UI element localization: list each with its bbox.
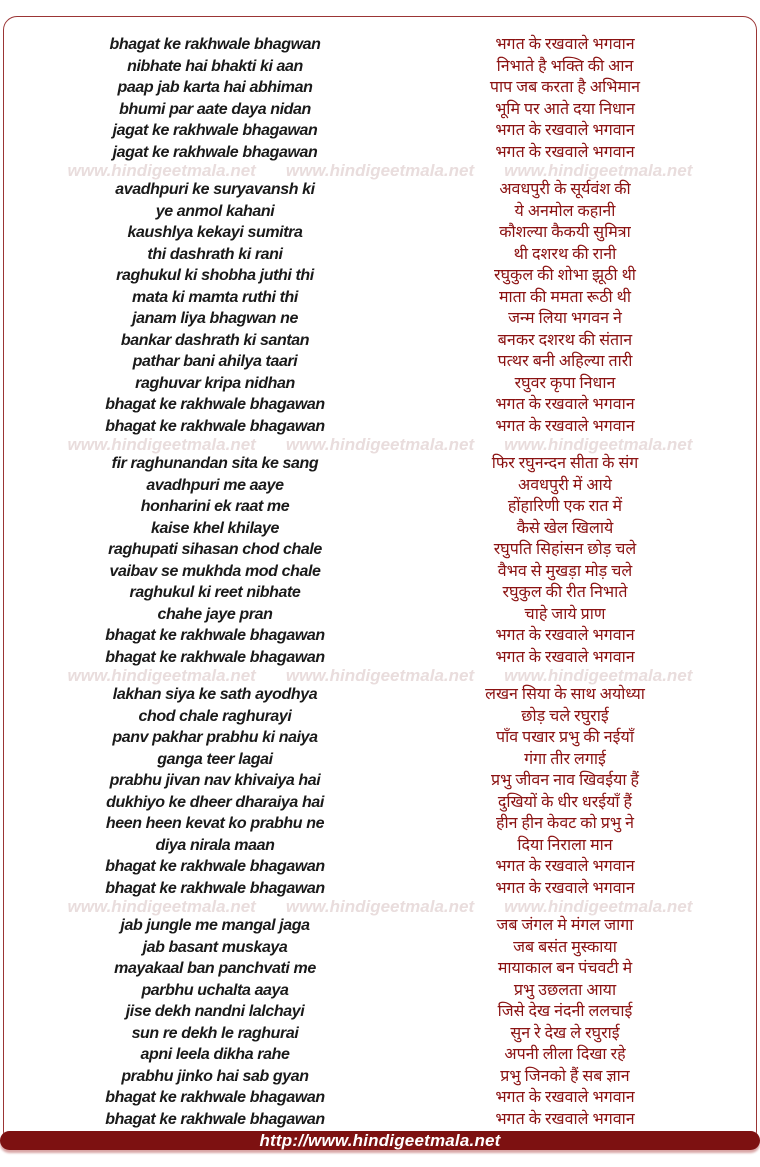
lyric-line-english: jab jungle me mangal jaga bbox=[120, 917, 310, 934]
english-column bbox=[0, 684, 430, 899]
lyric-line-english: ye anmol kahani bbox=[155, 202, 275, 220]
lyric-line-english: sun re dekh le raghurai bbox=[131, 1024, 299, 1042]
lyric-line-english: bhagat ke rakhwale bhagawan bbox=[105, 879, 325, 897]
lyric-line-hindi: वैभव से मुखड़ा मोड़ चले bbox=[497, 562, 633, 580]
lyric-line-english: heen heen kevat ko prabhu ne bbox=[105, 815, 325, 832]
lyric-line-english: parbhu uchalta aaya bbox=[141, 981, 289, 999]
stanza bbox=[0, 915, 760, 1130]
lyric-line-english: raghupati sihasan chod chale bbox=[108, 541, 322, 558]
lyric-line-hindi: भगत के रखवाले भगवान bbox=[495, 627, 635, 644]
lyric-line-hindi: निभाते है भक्ति की आन bbox=[496, 57, 634, 75]
lyric-line-hindi: रघुवर कृपा निधान bbox=[514, 374, 616, 392]
lyric-line-hindi: अवधपुरी में आये bbox=[518, 476, 612, 494]
lyric-line-hindi: पत्थर बनी अहिल्या तारी bbox=[497, 353, 633, 370]
lyric-line-hindi: भगत के रखवाले भगवान bbox=[495, 1089, 635, 1106]
lyric-line-english: janam liya bhagwan ne bbox=[132, 310, 298, 327]
watermark-text: www.hindigeetmala.net bbox=[285, 666, 475, 685]
english-column bbox=[0, 915, 430, 1130]
lyric-line-english: jise dekh nandni lalchayi bbox=[125, 1003, 305, 1020]
watermark-row bbox=[0, 899, 760, 915]
lyric-line-english: chod chale raghurayi bbox=[138, 707, 292, 725]
lyric-line-english: bhagat ke rakhwale bhagawan bbox=[105, 858, 325, 875]
lyric-line-english: dukhiyo ke dheer dharaiya hai bbox=[106, 793, 324, 811]
lyric-line-hindi: प्रभु जिनको हैं सब ज्ञान bbox=[500, 1067, 630, 1085]
lyric-line-english: lakhan siya ke sath ayodhya bbox=[112, 686, 318, 703]
lyric-line-english: diya nirala maan bbox=[155, 836, 275, 854]
lyric-line-english: bhagat ke rakhwale bhagawan bbox=[105, 1110, 325, 1128]
lyric-line-hindi: जिसे देख नंदनी ललचाई bbox=[497, 1003, 633, 1020]
lyric-line-english: prabhu jinko hai sab gyan bbox=[121, 1067, 309, 1085]
lyric-line-english: jagat ke rakhwale bhagawan bbox=[112, 143, 318, 161]
watermark-text: www.hindigeetmala.net bbox=[67, 666, 256, 685]
lyric-line-english: bankar dashrath ki santan bbox=[120, 331, 310, 349]
lyric-line-hindi: ये अनमोल कहानी bbox=[514, 202, 616, 220]
lyric-line-hindi: दुखियों के धीर धरईयाँ हैं bbox=[497, 793, 633, 811]
hindi-column bbox=[430, 915, 700, 1130]
watermark-text: www.hindigeetmala.net bbox=[504, 161, 693, 180]
lyric-line-hindi: भगत के रखवाले भगवान bbox=[495, 417, 635, 435]
lyric-line-hindi: जब बसंत मुस्काया bbox=[513, 938, 617, 956]
lyric-line-hindi: दिया निराला मान bbox=[517, 836, 613, 854]
watermark-row bbox=[0, 668, 760, 684]
lyric-line-hindi: फिर रघुनन्दन सीता के संग bbox=[491, 455, 639, 472]
lyric-line-english: bhagat ke rakhwale bhagawan bbox=[105, 627, 325, 644]
lyric-line-hindi: कौशल्या कैकयी सुमित्रा bbox=[499, 224, 631, 241]
lyric-line-hindi: भगत के रखवाले भगवान bbox=[495, 396, 635, 413]
lyric-line-hindi: जब जंगल मे मंगल जागा bbox=[496, 917, 634, 934]
lyric-line-english: raghuvar kripa nidhan bbox=[135, 374, 295, 392]
lyric-line-english: kaushlya kekayi sumitra bbox=[127, 224, 303, 241]
lyric-line-english: thi dashrath ki rani bbox=[147, 245, 283, 263]
lyric-line-english: ganga teer lagai bbox=[157, 750, 273, 768]
lyric-line-hindi: पाँव पखार प्रभु की नईयाँ bbox=[496, 729, 634, 746]
lyric-line-english: bhagat ke rakhwale bhagawan bbox=[105, 1089, 325, 1106]
lyric-line-hindi: भगत के रखवाले भगवान bbox=[495, 143, 635, 161]
lyric-line-hindi: भूमि पर आते दया निधान bbox=[495, 100, 635, 118]
lyric-line-hindi: प्रभु उछलता आया bbox=[513, 981, 617, 999]
lyric-line-english: paap jab karta hai abhiman bbox=[117, 79, 313, 96]
lyric-line-hindi: भगत के रखवाले भगवान bbox=[495, 36, 635, 53]
lyric-line-hindi: कैसे खेल खिलाये bbox=[516, 519, 614, 537]
lyric-line-english: fir raghunandan sita ke sang bbox=[111, 455, 319, 472]
lyric-line-english: raghukul ki shobha juthi thi bbox=[116, 267, 314, 284]
watermark-text: www.hindigeetmala.net bbox=[285, 435, 475, 454]
lyric-line-english: panv pakhar prabhu ki naiya bbox=[112, 729, 318, 746]
watermark-text: www.hindigeetmala.net bbox=[67, 435, 256, 454]
lyric-line-english: jagat ke rakhwale bhagawan bbox=[112, 122, 318, 139]
watermark-text: www.hindigeetmala.net bbox=[285, 897, 475, 916]
lyric-line-hindi: प्रभु जीवन नाव खिवईया हैं bbox=[491, 772, 639, 789]
lyric-line-hindi: लखन सिया के साथ अयोध्या bbox=[485, 686, 645, 703]
lyric-line-hindi: बनकर दशरथ की संतान bbox=[497, 331, 633, 349]
hindi-column bbox=[430, 34, 700, 163]
stanza bbox=[0, 453, 760, 668]
lyric-line-hindi: रघुपति सिहांसन छोड़ चले bbox=[493, 541, 637, 558]
lyric-line-hindi: माता की ममता रूठी थी bbox=[498, 288, 632, 306]
lyric-line-hindi: गंगा तीर लगाई bbox=[524, 750, 606, 768]
lyric-line-hindi: होंहारिणी एक रात में bbox=[507, 498, 623, 515]
lyric-line-hindi: मायाकाल बन पंचवटी मे bbox=[497, 960, 633, 977]
watermark-text: www.hindigeetmala.net bbox=[504, 897, 693, 916]
lyric-line-hindi: थी दशरथ की रानी bbox=[513, 245, 617, 263]
lyric-line-hindi: रघुकुल की शोभा झूठी थी bbox=[494, 267, 636, 284]
lyric-line-hindi: भगत के रखवाले भगवान bbox=[495, 648, 635, 666]
stanza bbox=[0, 684, 760, 899]
lyric-line-english: avadhpuri ke suryavansh ki bbox=[115, 181, 315, 198]
lyric-line-english: prabhu jivan nav khivaiya hai bbox=[109, 772, 321, 789]
lyric-line-english: avadhpuri me aaye bbox=[146, 476, 284, 494]
lyric-line-hindi: रघुकुल की रीत निभाते bbox=[502, 584, 628, 601]
lyric-line-english: kaise khel khilaye bbox=[150, 519, 279, 537]
lyric-line-english: vaibav se mukhda mod chale bbox=[109, 562, 321, 580]
lyric-line-english: bhagat ke rakhwale bhagawan bbox=[105, 417, 325, 435]
stanza bbox=[0, 34, 760, 163]
lyric-line-hindi: भगत के रखवाले भगवान bbox=[495, 1110, 635, 1128]
watermark-text: www.hindigeetmala.net bbox=[285, 161, 475, 180]
lyric-line-hindi: अवधपुरी के सूर्यवंश की bbox=[499, 181, 631, 198]
lyric-line-english: honharini ek raat me bbox=[140, 498, 290, 515]
lyric-line-english: chahe jaye pran bbox=[157, 605, 273, 623]
lyric-line-hindi: सुन रे देख ले रघुराई bbox=[510, 1024, 620, 1042]
lyric-line-english: bhagat ke rakhwale bhagawan bbox=[105, 648, 325, 666]
lyric-line-hindi: हीन हीन केवट को प्रभु ने bbox=[496, 815, 634, 832]
stanza bbox=[0, 179, 760, 437]
lyric-line-hindi: जन्म लिया भगवन ने bbox=[508, 310, 622, 327]
lyric-line-english: mata ki mamta ruthi thi bbox=[132, 288, 298, 306]
lyric-line-english: pathar bani ahilya taari bbox=[132, 353, 298, 370]
lyric-line-hindi: अपनी लीला दिखा रहे bbox=[504, 1046, 626, 1063]
watermark-text: www.hindigeetmala.net bbox=[67, 161, 256, 180]
lyric-line-english: bhumi par aate daya nidan bbox=[119, 100, 311, 118]
lyric-line-hindi: भगत के रखवाले भगवान bbox=[495, 858, 635, 875]
watermark-row bbox=[0, 163, 760, 179]
watermark-text: www.hindigeetmala.net bbox=[504, 666, 693, 685]
lyric-line-english: mayakaal ban panchvati me bbox=[114, 960, 316, 977]
footer-link[interactable]: http://www.hindigeetmala.net bbox=[259, 1131, 501, 1150]
lyric-line-english: bhagat ke rakhwale bhagwan bbox=[109, 36, 321, 53]
lyric-line-english: jab basant muskaya bbox=[142, 938, 288, 956]
lyric-line-english: bhagat ke rakhwale bhagawan bbox=[105, 396, 325, 413]
watermark-text: www.hindigeetmala.net bbox=[504, 435, 693, 454]
watermark-row bbox=[0, 437, 760, 453]
lyric-line-hindi: पाप जब करता है अभिमान bbox=[489, 79, 641, 96]
hindi-column bbox=[430, 453, 700, 668]
lyric-line-english: nibhate hai bhakti ki aan bbox=[127, 57, 303, 75]
lyric-line-hindi: छोड़ चले रघुराई bbox=[521, 707, 609, 725]
footer-bar[interactable] bbox=[0, 1131, 760, 1150]
english-column bbox=[0, 453, 430, 668]
lyric-line-english: raghukul ki reet nibhate bbox=[129, 584, 301, 601]
hindi-column bbox=[430, 179, 700, 437]
hindi-column bbox=[430, 684, 700, 899]
lyric-line-hindi: चाहे जाये प्राण bbox=[524, 605, 606, 623]
lyric-line-english: apni leela dikha rahe bbox=[140, 1046, 290, 1063]
english-column bbox=[0, 179, 430, 437]
lyric-line-hindi: भगत के रखवाले भगवान bbox=[495, 879, 635, 897]
lyric-line-hindi: भगत के रखवाले भगवान bbox=[495, 122, 635, 139]
watermark-text: www.hindigeetmala.net bbox=[67, 897, 256, 916]
english-column bbox=[0, 34, 430, 163]
